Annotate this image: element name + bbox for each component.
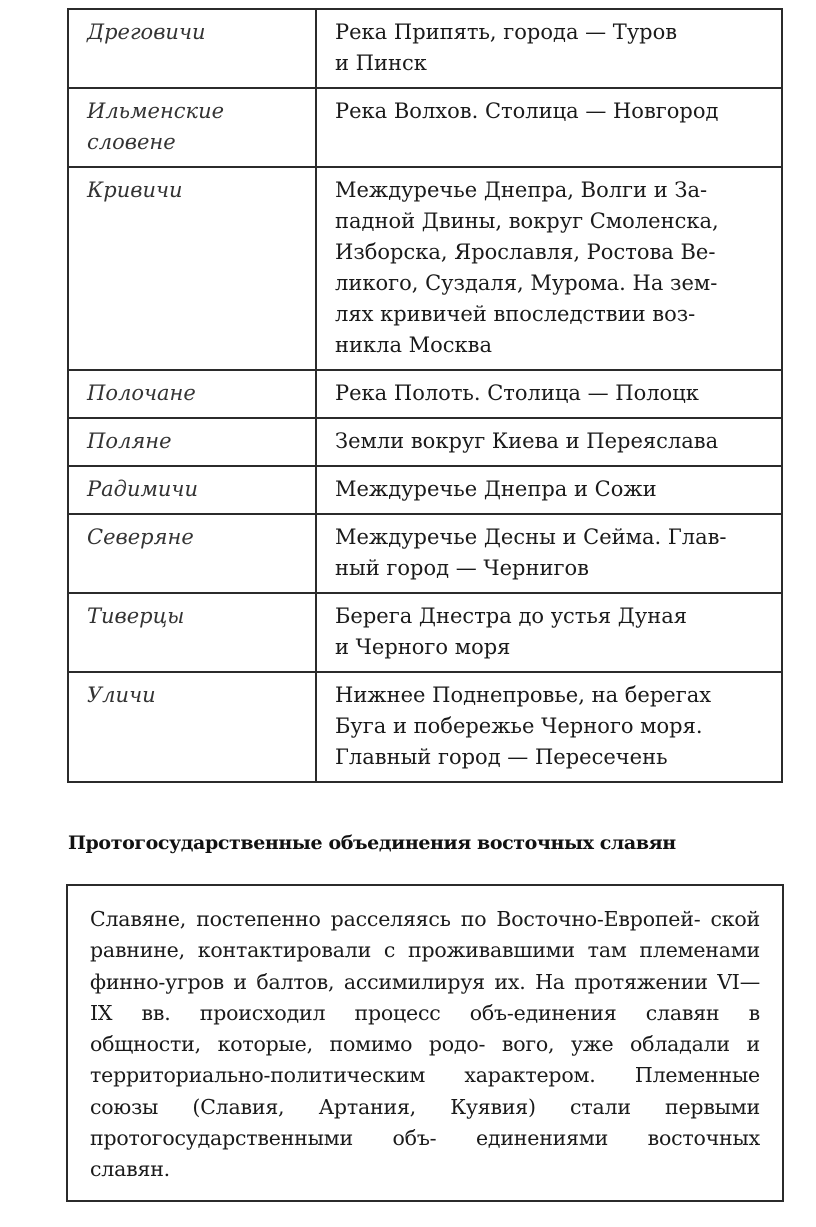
table-row — [68, 672, 782, 782]
tribe-name: Радимичи — [68, 466, 316, 514]
tribe-region — [316, 514, 782, 593]
region-line: падной Двины, вокруг Смоленска, — [335, 209, 719, 233]
table-row — [68, 466, 782, 514]
tribe-name: Поляне — [68, 418, 316, 466]
region-line: Берега Днестра до устья Дуная — [335, 604, 687, 628]
table-row — [68, 593, 782, 672]
table-row — [68, 167, 782, 370]
tribe-region — [316, 418, 782, 466]
table-row — [68, 370, 782, 418]
info-line: общности, которые, помимо родо- вого, уже обладали и — [90, 1032, 760, 1057]
tribe-name: Северяне — [68, 514, 316, 593]
info-line: равнине, контактировали с проживавшими там племенами — [90, 938, 760, 963]
tribe-name: Кривичи — [68, 167, 316, 370]
tribe-name: Полочане — [68, 370, 316, 418]
tribe-region — [316, 466, 782, 514]
tribe-region — [316, 593, 782, 672]
region-line: Река Полоть. Столица — Полоцк — [335, 381, 699, 405]
region-line: Междуречье Десны и Сейма. Глав- — [335, 525, 727, 549]
region-line: и Черного моря — [335, 635, 511, 659]
info-box — [66, 884, 784, 1202]
tribe-region — [316, 370, 782, 418]
info-line: IX вв. происходил процесс объ-единения славян в — [90, 1000, 760, 1025]
tribe-region — [316, 167, 782, 370]
tribe-name: Ильменские словене — [68, 88, 316, 167]
tribe-name: Дреговичи — [68, 9, 316, 88]
region-line: Главный город — Пересечень — [335, 745, 668, 769]
region-line: и Пинск — [335, 51, 427, 75]
region-line: ликого, Суздаля, Мурома. На зем- — [335, 271, 718, 295]
tribe-region — [316, 672, 782, 782]
region-line: Река Волхов. Столица — Новгород — [335, 99, 719, 123]
info-line: славян. — [90, 1157, 170, 1182]
region-line: Междуречье Днепра и Сожи — [335, 477, 657, 501]
table-row — [68, 88, 782, 167]
region-line: Буга и побережье Черного моря. — [335, 714, 703, 738]
info-line: финно-угров и балтов, ассимилируя их. На протяжении VI— — [90, 969, 760, 994]
region-line: ный город — Чернигов — [335, 556, 589, 580]
region-line: Река Припять, города — Туров — [335, 20, 678, 44]
region-line: Междуречье Днепра, Волги и За- — [335, 178, 708, 202]
info-line: Славяне, постепенно расселяясь по Восточно-Европей- ской — [90, 907, 760, 931]
info-line: протогосударственными объ- единениями восточных — [90, 1126, 760, 1151]
tribes-table — [67, 8, 783, 783]
tribe-name: Тиверцы — [68, 593, 316, 672]
info-line: территориально-политическим характером. Племенные — [90, 1063, 760, 1088]
info-line: союзы (Славия, Артания, Куявия) стали первыми — [90, 1094, 760, 1119]
region-line: никла Москва — [335, 333, 493, 357]
table-row — [68, 514, 782, 593]
table-row — [68, 9, 782, 88]
region-line: Земли вокруг Киева и Переяслава — [335, 429, 719, 453]
region-line: Изборска, Ярославля, Ростова Ве- — [335, 240, 716, 264]
tribe-region — [316, 9, 782, 88]
region-line: Нижнее Поднепровье, на берегах — [335, 683, 712, 707]
tribe-region — [316, 88, 782, 167]
tribe-name: Уличи — [68, 672, 316, 782]
table-row — [68, 418, 782, 466]
region-line: лях кривичей впоследствии воз- — [335, 302, 696, 326]
section-heading: Протогосударственные объединения восточных славян — [68, 832, 676, 854]
